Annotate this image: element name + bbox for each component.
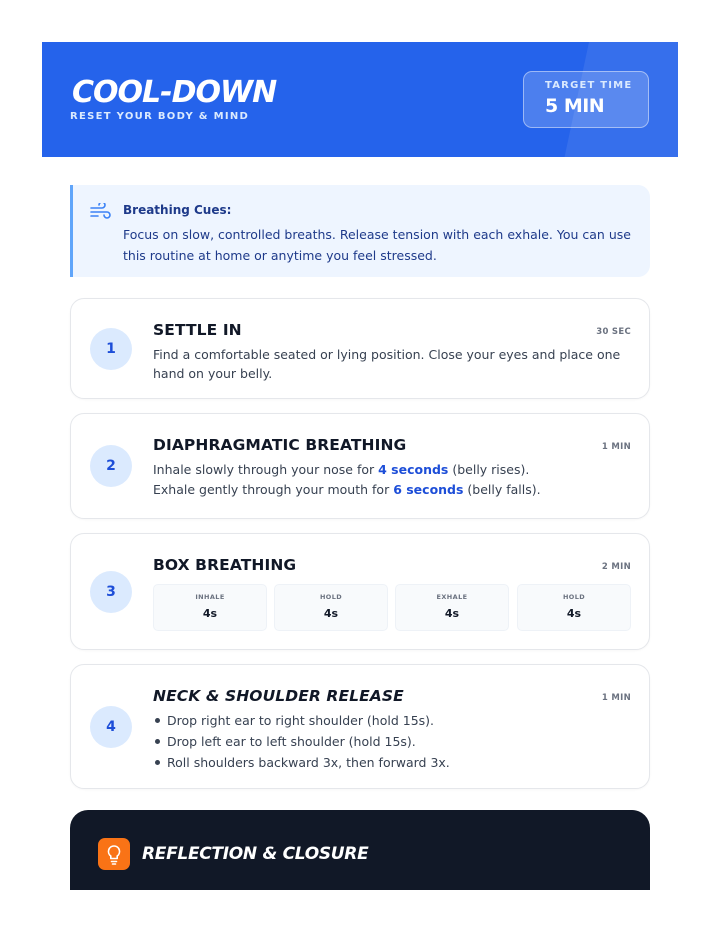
phase-hold-2 [517,584,631,631]
phase-label: EXHALE [436,593,468,601]
phase-inhale [153,584,267,631]
step-duration: 1 MIN [601,693,631,703]
phase-label: HOLD [319,593,343,601]
stretch-list [153,710,633,773]
phase-label: HOLD [562,593,586,601]
step-number: 1 [90,328,132,370]
list-item: Drop left ear to left shoulder (hold 15s). [153,731,633,752]
step-card-neck-shoulder-release [70,664,650,789]
exhale-line: Exhale gently through your mouth for 6 seconds (belly falls). [153,482,541,497]
phase-value: 4s [323,607,339,620]
target-time-value: 5 MIN [545,95,605,117]
exhale-seconds: 6 seconds [393,482,464,497]
target-time-label: TARGET TIME [545,80,633,91]
step-card-box-breathing [70,533,650,650]
phase-label: INHALE [195,593,225,601]
lightbulb-icon [98,838,130,870]
breathing-cues-box [70,185,650,277]
target-time-badge [523,71,649,128]
step-description: Find a comfortable seated or lying position. Close your eyes and place one hand on your belly. [153,347,621,381]
breathing-cues-text: Focus on slow, controlled breaths. Release tension with each exhale. You can use this routine at home or anytime you feel stressed. [123,227,631,263]
reflection-title: REFLECTION & CLOSURE [142,844,369,864]
page-subtitle: RESET YOUR BODY & MIND [70,111,250,122]
phase-hold [274,584,388,631]
inhale-line: Inhale slowly through your nose for 4 seconds (belly rises). [153,462,530,477]
step-number: 3 [90,571,132,613]
inhale-seconds: 4 seconds [378,462,449,477]
reflection-section [70,810,650,890]
step-title: DIAPHRAGMATIC BREATHING [153,436,407,454]
breathing-cues-title: Breathing Cues: [123,203,232,217]
list-item: Roll shoulders backward 3x, then forward 3x. [153,752,633,773]
step-card-diaphragmatic-breathing [70,413,650,519]
step-duration: 1 MIN [601,442,631,452]
phase-value: 4s [444,607,460,620]
step-duration: 30 SEC [596,327,631,337]
step-number: 2 [90,445,132,487]
phase-exhale [395,584,509,631]
step-number: 4 [90,706,132,748]
step-title: BOX BREATHING [153,556,297,574]
header-banner [42,42,678,157]
step-description [153,460,633,500]
page-title: COOL-DOWN [72,75,277,110]
phase-value: 4s [202,607,218,620]
step-title: NECK & SHOULDER RELEASE [153,687,404,705]
step-card-settle-in [70,298,650,399]
list-item: Drop right ear to right shoulder (hold 15s). [153,710,633,731]
phase-value: 4s [566,607,582,620]
wind-icon [89,203,111,221]
step-duration: 2 MIN [601,562,631,572]
step-title: SETTLE IN [153,321,242,339]
